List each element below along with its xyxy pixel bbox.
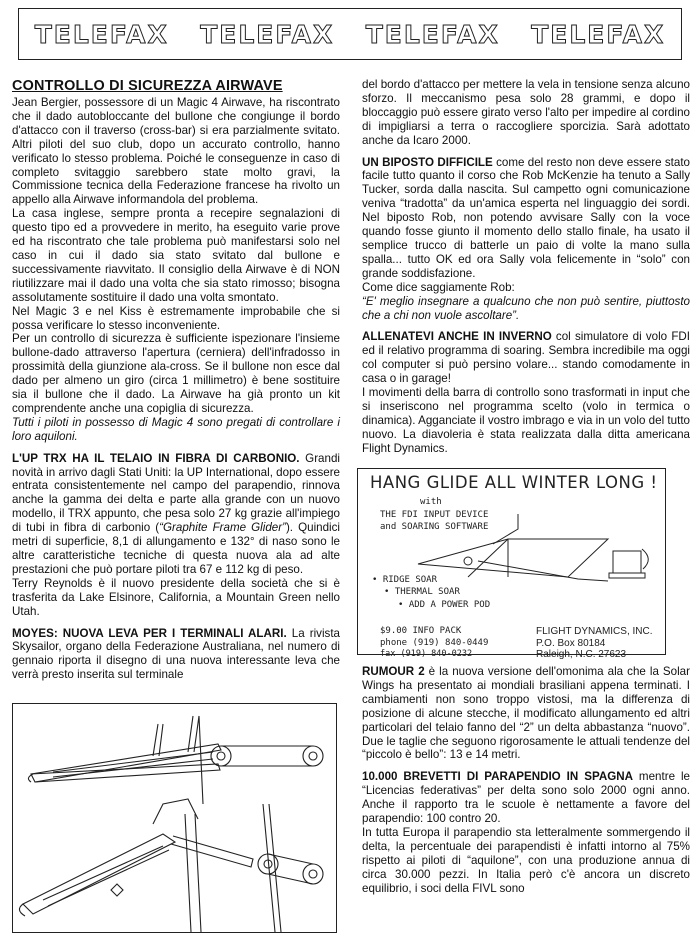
- ad-info: $9.00 INFO PACK: [380, 626, 462, 636]
- moyes-title: MOYES: NUOVA LEVA PER I TERMINALI ALARI.: [12, 626, 287, 640]
- trx-paragraph: Terry Reynolds è il nuovo presidente della società che si è trasferita da Lake Elsinore, California, a Mountain Green nello Utah.: [12, 576, 340, 618]
- allenatevi-title: ALLENATEVI ANCHE IN INVERNO: [362, 330, 552, 344]
- ad-title: HANG GLIDE ALL WINTER LONG !: [370, 473, 658, 492]
- flight-dynamics-ad: [357, 468, 666, 660]
- ad-bullet: • THERMAL SOAR: [384, 587, 460, 597]
- biposto-quote: “E' meglio insegnare a qualcuno che non può sentire, piuttosto che a chi non vuole ascoltare”.: [362, 294, 690, 322]
- right-column: [362, 78, 690, 456]
- brevetti-paragraph: In tutta Europa il parapendio sta letteralmente sommergendo il delta, la percentuale dei parapendisti è infatti intorno al 75% rispetto ai piloti di “aquilone”, con una produzione annua di circa 30.000 pezzi. In Italia però c'è ancora un discreto equilibrio, i soci della FIVL sono: [362, 825, 690, 895]
- lever-drawing: [12, 703, 337, 933]
- trx-text: ). Quindici metri di superficie, 8,1 di allungamento e 132° di naso sono le altre caratteristiche tecniche di questa nuova ala ad alte prestazioni che può portare piloti tra 67 e 112 kg di peso.: [12, 521, 340, 576]
- rumour-article: [362, 665, 690, 762]
- biposto-title: UN BIPOSTO DIFFICILE: [362, 155, 493, 169]
- ad-with: with: [420, 497, 442, 507]
- airwave-title: CONTROLLO DI SICUREZZA AIRWAVE: [12, 78, 283, 94]
- ad-fax: fax (919) 840-0232: [380, 649, 473, 659]
- ad-line: THE FDI INPUT DEVICE: [380, 510, 489, 520]
- ad-company: FLIGHT DYNAMICS, INC.: [536, 626, 653, 637]
- biposto-paragraph: Come dice saggiamente Rob:: [362, 280, 515, 294]
- telefax-header: [18, 8, 682, 60]
- moyes-text: La rivista Skysailor, organo della Federazione Australiana, nel numero di gennaio riporta il disegno di una nuova interessante leva che verrà presto inserita sul terminale: [12, 626, 340, 682]
- ad-bullet: • RIDGE SOAR: [372, 575, 438, 585]
- trx-title: L'UP TRX HA IL TELAIO IN FIBRA DI CARBONIO.: [12, 451, 300, 465]
- header-word: TELEFAX: [531, 19, 666, 49]
- ad-pobox: P.O. Box 80184: [536, 638, 606, 649]
- header-word: TELEFAX: [200, 19, 335, 49]
- brevetti-title: 10.000 BREVETTI DI PARAPENDIO IN SPAGNA: [362, 770, 633, 784]
- airwave-note: Tutti i piloti in possesso di Magic 4 sono pregati di controllare i loro aquiloni.: [12, 415, 340, 443]
- right-column-bottom: [362, 665, 690, 896]
- allenatevi-paragraph: I movimenti della barra di controllo sono trasformati in input che si inseriscono nel programma scelto (volo in termica o dinamica). Agganciate il vostro imbrago e via in un volo del tutto nuovo. La diavoleria è stata realizzata dalla ditta americana Flight Dynamics.: [362, 386, 690, 455]
- ad-phone: phone (919) 840-0449: [380, 638, 489, 648]
- biposto-text: come del resto non deve essere stato facile tutto quanto il corso che Rob McKenzie ha tenuto a Sally Tucker, sorda dalla nascita. Sul campetto ogni comunicazione veniva “tradotta” da un'amica esperta nel linguaggio dei sordi. Nel biposto Rob, non potendo avvisare Sally con la voce quando fosse giunto il momento dello stallo finale, ha usato il semplice trucco di batterle un paio di volte la mano sulla spalla... tutto OK ed ora Sally vola felicemente in “solo” con grande soddisfazione.: [362, 155, 691, 280]
- header-word: TELEFAX: [34, 19, 169, 49]
- trx-text: Grandi novità in arrivo dagli Stati Uniti: la UP International, dopo essere entrata consistentemente nel campo del parapendio, rinnova anche la gamma dei delta e parte alla grande con un nuovo modello, il TRX appunto, che pesa solo 27 kg grazie all'impiego di tubi in fibra di carbonio (: [12, 451, 340, 535]
- allenatevi-text: col simulatore di volo FDI ed il relativo programma di soaring. Sembra incredibile ma oggi col computer si può persino volare... stando comodamente in casa o in garage!: [362, 330, 691, 386]
- rumour-text: è la nuova versione dell'omonima ala che la Solar Wings ha presentato ai mondiali brasiliani appena terminati. I cambiamenti non sono troppo vistosi, ma la differenza di posizione di alcune stecche, il modificato allungamento ed altri particolari del telaio fanno del “2” un delta abbastanza “nuovo”. Due le taglie che seguono rigorosamente le attuali tendenze del “piccolo è bello”: 13 e 14 metri.: [362, 665, 690, 762]
- allenatevi-article: [362, 330, 690, 386]
- lever-illustration: [13, 704, 336, 932]
- ad-bullet: • ADD A POWER POD: [398, 600, 491, 610]
- left-column: [12, 78, 340, 682]
- airwave-paragraph: La casa inglese, sempre pronta a recepire segnalazioni di questo tipo ed a provvedere in merito, ha eseguito varie prove ed ha riscontrato che tale problema può manifestarsi solo nel caso in cui il dado sia stato svitato dal bullone e successivamente riavvitato. Il consiglio della Airwave è di NON riutilizzare mai il dado una volta che sia stato rimosso; bisogna assolutamente sostituire il dado una volta smontato.: [12, 207, 340, 304]
- airwave-paragraph: Nel Magic 3 e nel Kiss è estremamente improbabile che si possa verificare lo stesso inconveniente.: [12, 304, 340, 332]
- simulator-drawing: [358, 469, 664, 653]
- moyes-continuation: del bordo d'attacco per mettere la vela in tensione senza alcuno sforzo. Il meccanismo pesa solo 28 grammi, e dopo il bloccaggio può essere girato verso l'alto per impedire al cordino di impigliarsi a terra o raccogliere sporcizia. Sarà adottato anche da Icaro 2000.: [362, 78, 690, 147]
- brevetti-text: mentre le “Licencias federativas” per delta sono solo 2000 ogni anno. Anche il rapporto tra le scuole è nettamente a favore del parapendio: 100 contro 20.: [362, 770, 690, 826]
- moyes-article: [12, 627, 340, 683]
- biposto-article: [362, 156, 690, 281]
- ad-city: Raleigh, N.C. 27623: [536, 649, 627, 660]
- rumour-title: RUMOUR 2: [362, 665, 425, 678]
- airwave-paragraph: Per un controllo di sicurezza è sufficiente ispezionare l'insieme bullone-dado attraverso l'apertura (cerniera) dell'infradosso in prossimità della giunzione ala-cross. Se il bullone non esce dal dado per almeno un giro (circa 1 millimetro) è bene sostituire sia il bullone che il dado. La Airwave ha già pronto un kit comprendente anche una copiglia di sicurezza.: [12, 332, 340, 415]
- brevetti-article: [362, 770, 690, 826]
- header-word: TELEFAX: [365, 19, 500, 49]
- trx-article: [12, 452, 340, 577]
- ad-line: and SOARING SOFTWARE: [380, 522, 489, 532]
- trx-quote: “Graphite Frame Glider”: [159, 521, 286, 535]
- airwave-paragraph: Jean Bergier, possessore di un Magic 4 Airwave, ha riscontrato che il dado autobloccante del bullone che congiunge il bordo d'attacco con il traverso (cross-bar) si era parzialmente svitato. Altri piloti del suo club, dopo un accurato controllo, hanno verificato lo stesso problema. Poiché le conseguenze in caso di completo svitaggio sarebbero state molto gravi, la Commissione tecnica della Federazione francese ha rivolto un appello alla Airwave informandola del problema.: [12, 96, 340, 207]
